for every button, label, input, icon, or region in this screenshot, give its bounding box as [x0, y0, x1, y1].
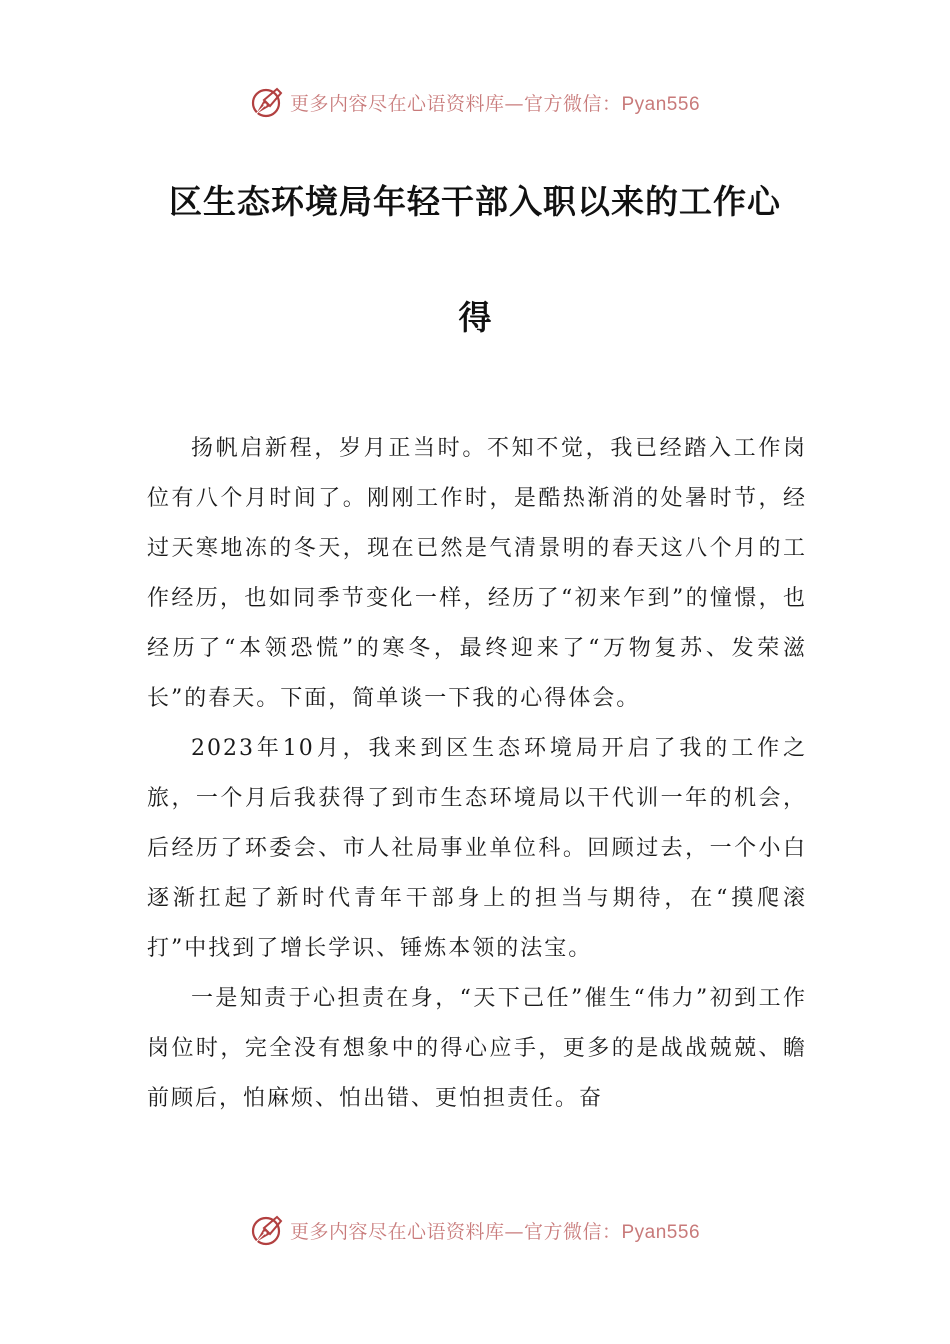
document-body: [147, 424, 807, 1124]
watermark-text: 更多内容尽在心语资料库—官方微信：Pyan556: [289, 1220, 701, 1243]
pen-nib-logo-icon: [250, 1213, 284, 1247]
document-title-line-2: 得: [458, 298, 492, 337]
watermark-banner-bottom: [0, 1210, 950, 1250]
body-paragraph: 一是知责于心担责在身，“天下己任”催生“伟力”初到工作岗位时，完全没有想象中的得心应手，更多的是战战兢兢、瞻前顾后，怕麻烦、怕出错、更怕担责任。奋: [147, 986, 807, 1111]
body-paragraph: 扬帆启新程，岁月正当时。不知不觉，我已经踏入工作岗位有八个月时间了。刚刚工作时，是酷热渐消的处暑时节，经过天寒地冻的冬天，现在已然是气清景明的春天这八个月的工作经历，也如同季节变化一样，经历了“初来乍到”的憧憬，也经历了“本领恐慌”的寒冬，最终迎来了“万物复苏、发荣滋长”的春天。下面，简单谈一下我的心得体会。: [147, 436, 807, 711]
wechat-id: Pyan556: [621, 1221, 701, 1243]
watermark-banner-top: [0, 82, 950, 122]
pen-nib-logo-icon: [250, 85, 284, 119]
document-title-line-1: 区生态环境局年轻干部入职以来的工作心: [169, 182, 781, 221]
wechat-id: Pyan556: [621, 93, 701, 115]
watermark-text: 更多内容尽在心语资料库—官方微信：Pyan556: [289, 92, 701, 115]
body-paragraph: 2023年10月，我来到区生态环境局开启了我的工作之旅，一个月后我获得了到市生态环境局以干代训一年的机会，后经历了环委会、市人社局事业单位科。回顾过去，一个小白逐渐扛起了新时代青年干部身上的担当与期待，在“摸爬滚打”中找到了增长学识、锤炼本领的法宝。: [147, 736, 807, 961]
